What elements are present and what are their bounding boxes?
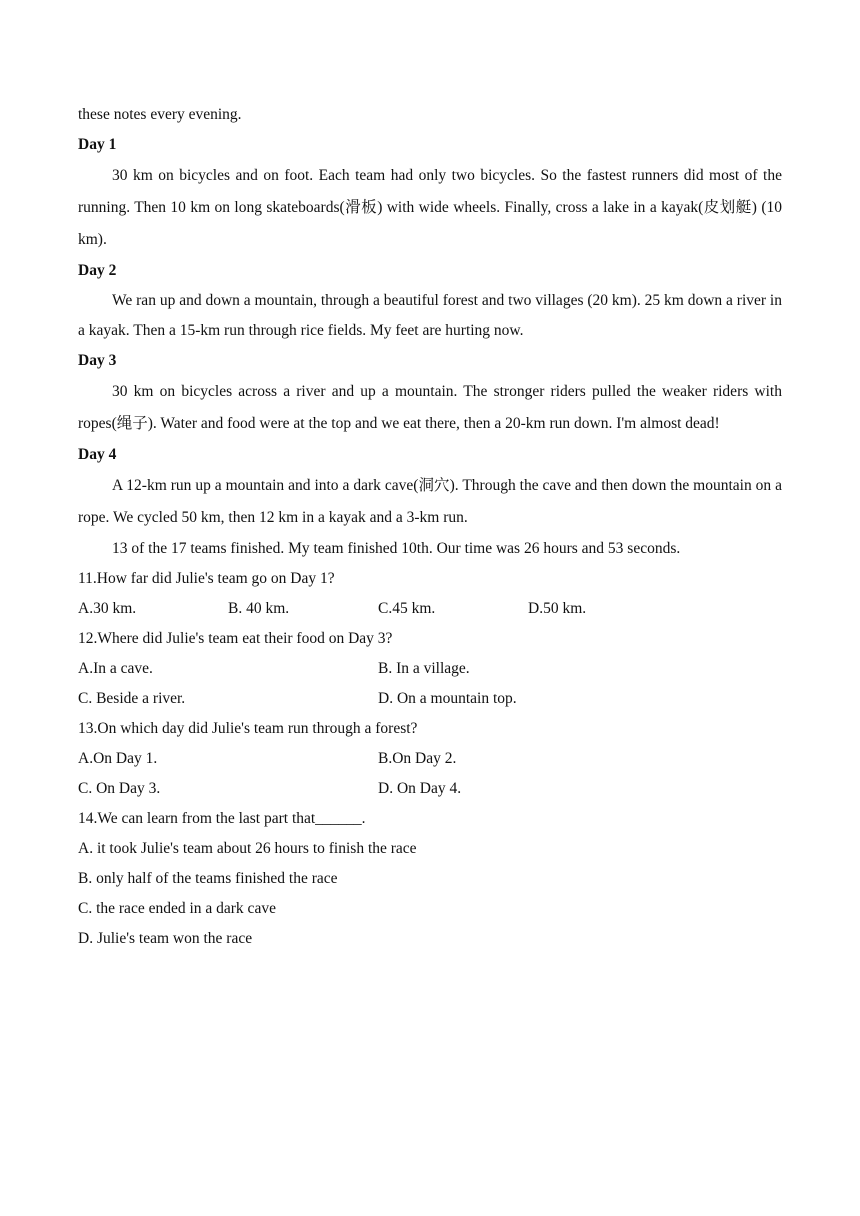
question-12-option-c: C. Beside a river. — [78, 690, 186, 707]
question-12-options-row-2 — [78, 684, 782, 714]
question-13-options-row-2 — [78, 774, 782, 804]
intro-tail-text: these notes every evening. — [78, 106, 242, 123]
day-3-text: 30 km on bicycles across a river and up a mountain. The stronger riders pulled the weaker riders with ropes(绳子). Water and food were at the top and we eat there, then a 20-km run down. I'm almost dead! — [78, 383, 782, 432]
document-page — [78, 100, 782, 954]
question-13-option-c: C. On Day 3. — [78, 780, 161, 797]
day-2-text: We ran up and down a mountain, through a beautiful forest and two villages (20 km). 25 km down a river in a kayak. Then a 15-km run through rice fields. My feet are hurting now. — [78, 292, 782, 339]
question-12-options-row-1 — [78, 654, 782, 684]
closing-text: 13 of the 17 teams finished. My team finished 10th. Our time was 26 hours and 53 seconds. — [112, 540, 681, 557]
day-2-heading: Day 2 — [78, 262, 117, 279]
day-4-heading: Day 4 — [78, 446, 117, 463]
question-14-stem: 14.We can learn from the last part that______. — [78, 810, 366, 827]
question-13-stem: 13.On which day did Julie's team run through a forest? — [78, 720, 418, 737]
question-14-option-d: D. Julie's team won the race — [78, 930, 253, 947]
question-11-option-d: D.50 km. — [528, 600, 587, 617]
question-12-stem: 12.Where did Julie's team eat their food on Day 3? — [78, 630, 393, 647]
question-11-stem: 11.How far did Julie's team go on Day 1? — [78, 570, 335, 587]
day-4-text: A 12-km run up a mountain and into a dark cave(洞穴). Through the cave and then down the mountain on a rope. We cycled 50 km, then 12 km in a kayak and a 3-km run. — [78, 477, 782, 526]
question-11-option-c: C.45 km. — [378, 600, 436, 617]
question-12-option-d: D. On a mountain top. — [378, 690, 517, 707]
question-14-option-a: A. it took Julie's team about 26 hours to finish the race — [78, 840, 417, 857]
question-13-option-b: B.On Day 2. — [378, 750, 457, 767]
question-14-option-b: B. only half of the teams finished the race — [78, 870, 338, 887]
question-13-options-row-1 — [78, 744, 782, 774]
question-12-option-a: A.In a cave. — [78, 660, 153, 677]
question-11-options — [78, 594, 782, 624]
question-13-option-a: A.On Day 1. — [78, 750, 158, 767]
day-3-heading: Day 3 — [78, 352, 117, 369]
question-14-option-c: C. the race ended in a dark cave — [78, 900, 276, 917]
question-11-option-a: A.30 km. — [78, 600, 137, 617]
day-1-text: 30 km on bicycles and on foot. Each team had only two bicycles. So the fastest runners did most of the running. Then 10 km on long skateboards(滑板) with wide wheels. Finally, cross a lake in a kayak(皮划艇) (10 km). — [78, 167, 782, 248]
question-13-option-d: D. On Day 4. — [378, 780, 462, 797]
question-12-option-b: B. In a village. — [378, 660, 470, 677]
day-1-heading: Day 1 — [78, 136, 117, 153]
question-11-option-b: B. 40 km. — [228, 600, 290, 617]
